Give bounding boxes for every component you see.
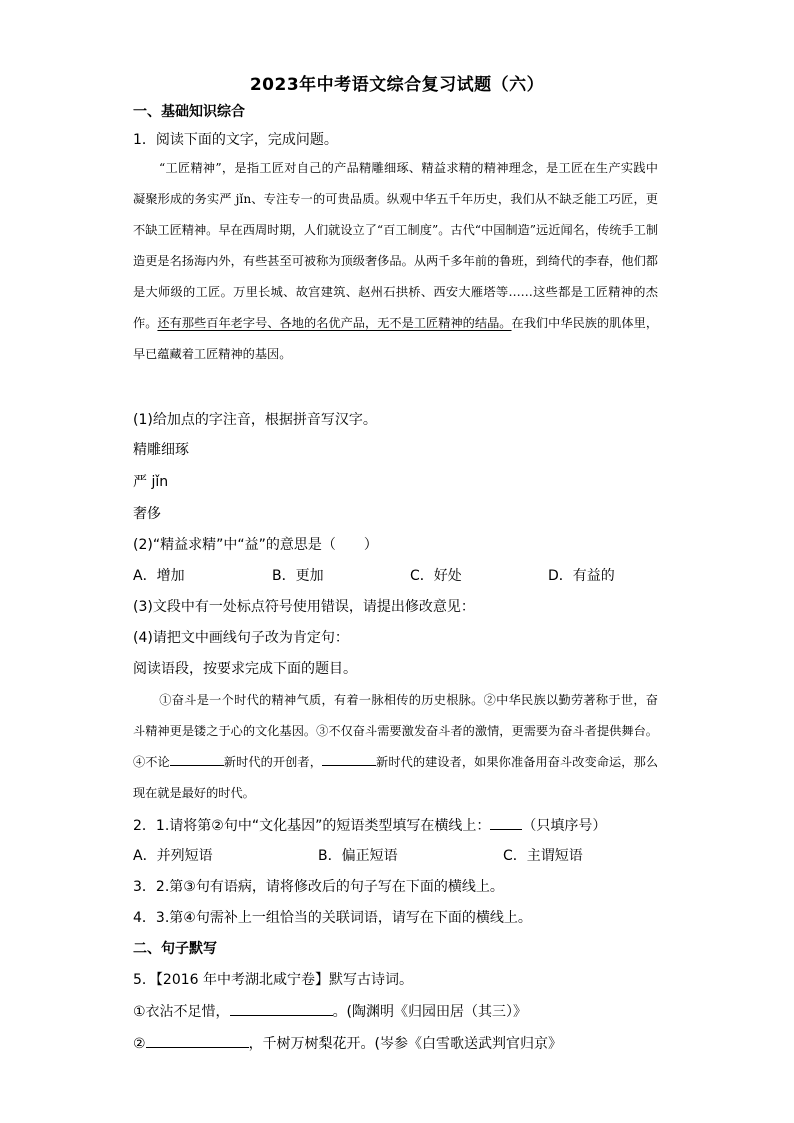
passage-struggle-spirit xyxy=(133,685,658,809)
word-jingdiaoxizhuo: 精雕细琢 xyxy=(133,442,189,458)
option-c: C．好处 xyxy=(410,568,462,584)
poem-line-1-b: 。(陶渊明《归园田居（其三）》 xyxy=(332,1004,528,1020)
poem-blank-1[interactable] xyxy=(230,1001,333,1016)
passage2-text-b: 新时代的开创者， xyxy=(223,755,322,769)
question-2-stem-a: 2．1.请将第②句中“文化基因”的短语类型填写在横线上： xyxy=(133,818,491,834)
question-3-stem: 3．2.第③句有语病，请将修改后的句子写在下面的横线上。 xyxy=(133,879,504,895)
poem-line-2 xyxy=(133,1033,562,1054)
reading-instruction: 阅读语段，按要求完成下面的题目。 xyxy=(133,661,357,677)
question-2-stem xyxy=(133,815,606,836)
sub-question-1: (1)给加点的字注音，根据拼音写汉字。 xyxy=(133,412,377,428)
word-yanjin: 严 jǐn xyxy=(133,474,169,490)
passage-craftsman-spirit xyxy=(133,153,658,370)
poem-blank-2[interactable] xyxy=(146,1033,249,1048)
question-2-stem-b: （只填序号） xyxy=(522,818,607,834)
option-d: D．有益的 xyxy=(548,568,615,584)
sub-question-2: (2)“精益求精”中“益”的意思是（ ） xyxy=(133,537,378,553)
section-heading-recite: 二、句子默写 xyxy=(133,941,217,957)
passage2-text-a: ①奋斗是一个时代的精神气质，有着一脉相传的历史根脉。②中华民族以勤劳著称于世，奋斗精神更是镂之于心的文化基因。③不仅奋斗需要激发奋斗者的激情，更需要为奋斗者提供舞台。④不论 xyxy=(133,693,658,769)
question-5-stem: 5．【2016 年中考湖北咸宁卷】默写古诗词。 xyxy=(133,972,413,988)
sub-question-4: (4)请把文中画线句子改为肯定句： xyxy=(133,630,349,646)
poem-line-2-b: ，千树万树梨花开。(岑参《白雪歌送武判官归京》 xyxy=(248,1036,563,1052)
word-shechi: 奢侈 xyxy=(133,506,161,522)
passage-text-b: 在我们中华民族的肌体里，早已蕴藏着工匠精神的基因。 xyxy=(133,316,659,361)
option-b: B．偏正短语 xyxy=(318,848,398,864)
poem-line-1-a: ①衣沾不足惜， xyxy=(133,1004,230,1020)
page-title: 2023年中考语文综合复习试题（六） xyxy=(249,75,545,95)
passage2-text-c: 新时代的建设者，如果你准备用奋斗改变命运，那么现在就是最好的时代。 xyxy=(133,755,659,800)
section-heading-basic: 一、基础知识综合 xyxy=(133,104,245,120)
passage-underlined-sentence: 还有那些百年老字号、各地的名优产品，无不是工匠精神的结晶。 xyxy=(157,316,512,330)
fill-blank-2[interactable] xyxy=(322,751,376,766)
option-a: A．增加 xyxy=(133,568,185,584)
passage-text-a: “工匠精神”，是指工匠对自己的产品精雕细琢、精益求精的精神理念，是工匠在生产实践中凝聚形成的务实严 jǐn、专注专一的可贵品质。纵观中华五千年历史，我们从不缺乏能工巧匠，更不缺工匠精神。早在西周时期，人们就设立了“百工制度”。古代“中国制造”远近闻名，传统手工制造更是名扬海内外，有些甚至可被称为顶级奢侈品。从两千多年前的鲁班，到绮代的李春，他们都是大师级的工匠。万里长城、故宫建筑、赵州石拱桥、西安大雁塔等……这些都是工匠精神的杰作。 xyxy=(133,161,658,330)
option-a: A．并列短语 xyxy=(133,848,213,864)
question-1-stem: 1．阅读下面的文字，完成问题。 xyxy=(133,132,338,148)
option-b: B．更加 xyxy=(272,568,324,584)
fill-blank-1[interactable] xyxy=(170,751,224,766)
answer-blank[interactable] xyxy=(490,815,522,830)
question-4-stem: 4．3.第④句需补上一组恰当的关联词语，请写在下面的横线上。 xyxy=(133,910,532,926)
poem-line-1 xyxy=(133,1001,527,1022)
option-c: C．主谓短语 xyxy=(503,848,583,864)
sub-question-3: (3)文段中有一处标点符号使用错误，请提出修改意见： xyxy=(133,599,475,615)
poem-line-2-a: ② xyxy=(133,1036,146,1052)
